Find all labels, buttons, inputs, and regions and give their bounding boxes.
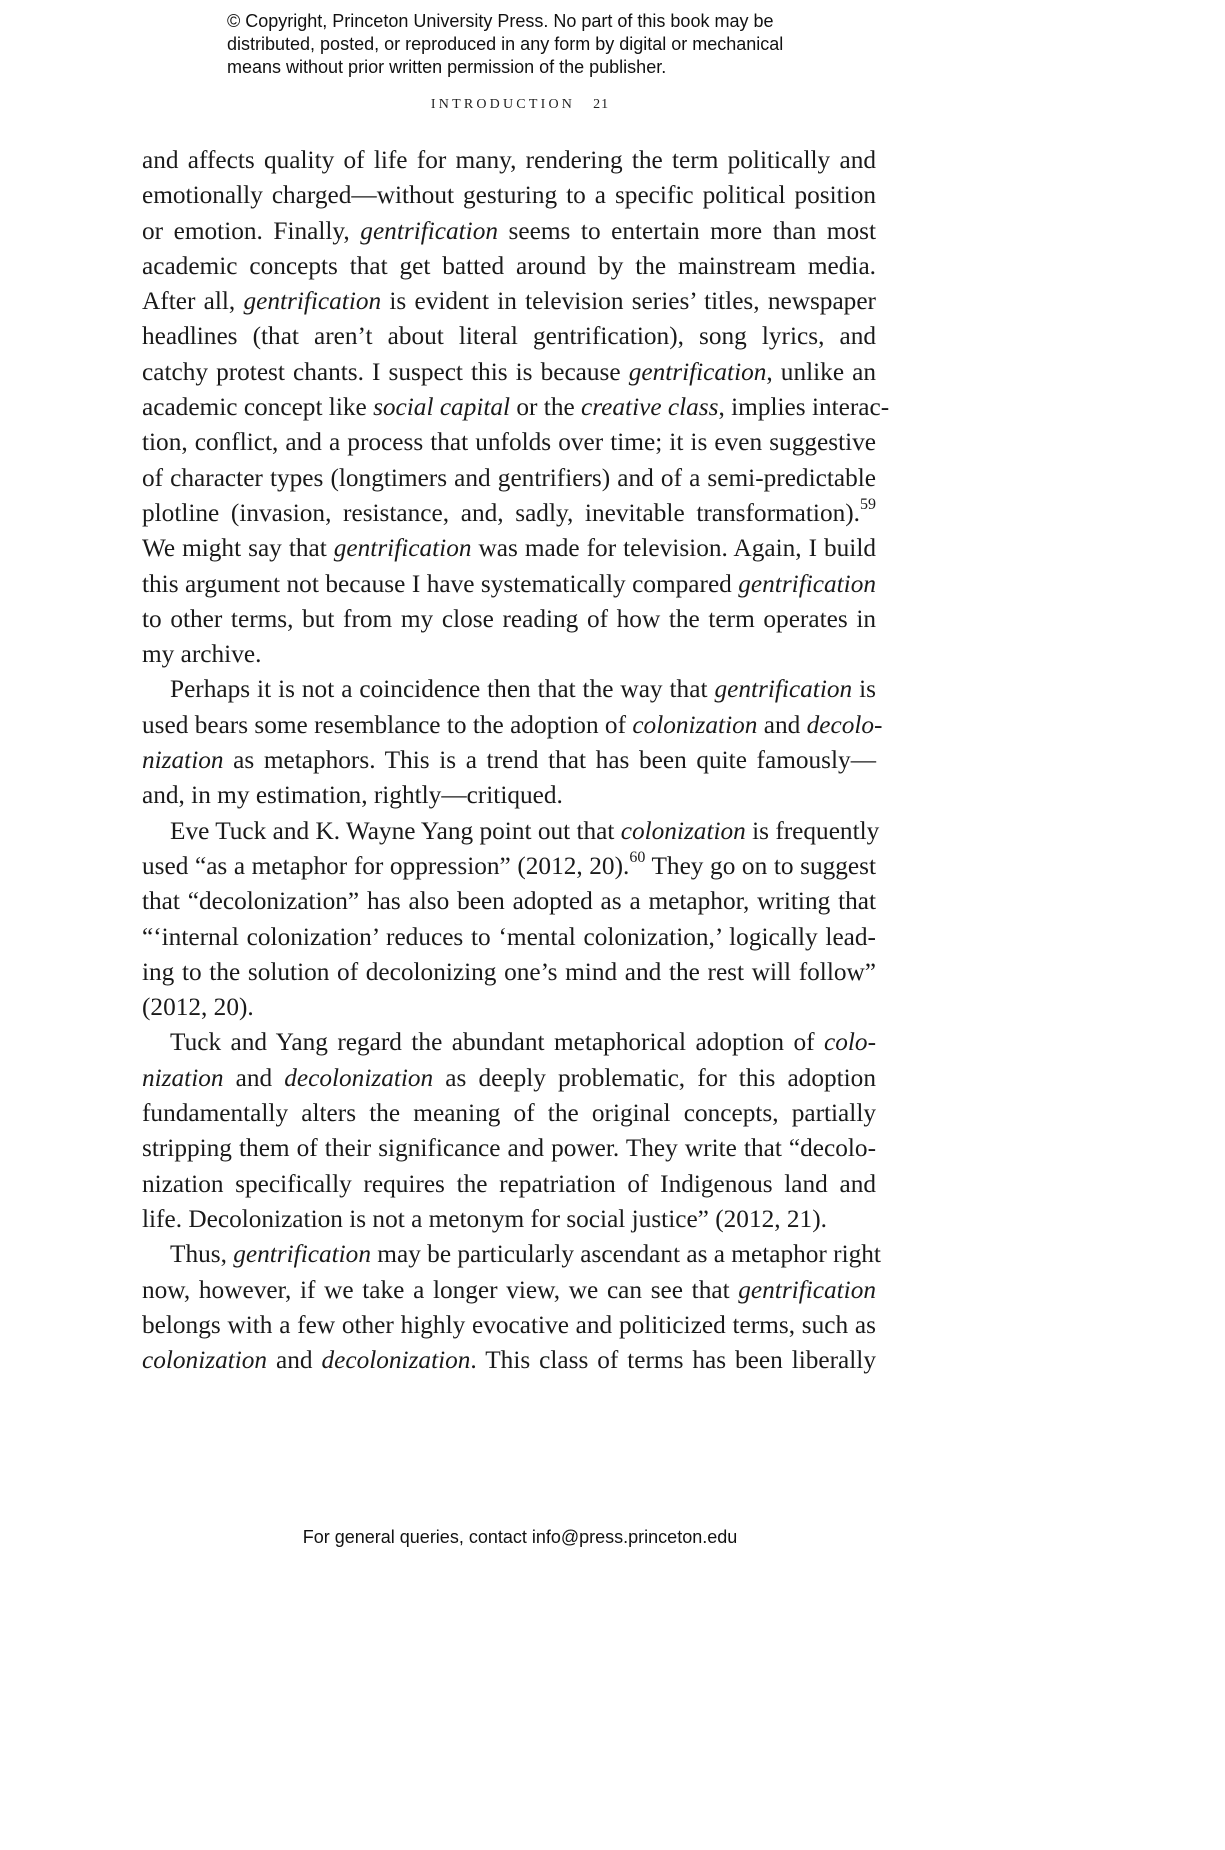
- italic-term: gentrification: [360, 216, 499, 245]
- italic-term: nization: [142, 1063, 224, 1092]
- text-line: [142, 567, 876, 602]
- text-line: [142, 1237, 881, 1272]
- text-line: [142, 1308, 876, 1343]
- italic-term: colonization: [142, 1346, 268, 1375]
- italic-term: decolonization: [284, 1063, 434, 1092]
- text-run: emotionally charged—without gesturing to a specific political position: [142, 181, 876, 210]
- running-head-section: INTRODUCTION: [430, 97, 576, 112]
- text-run: fundamentally alters the meaning of the original concepts, partially: [142, 1099, 876, 1128]
- text-run: as metaphors. This is a trend that has been quite famously—: [223, 746, 876, 775]
- text-line: [142, 955, 876, 990]
- copyright-line: means without prior written permission of the publisher.: [227, 57, 667, 77]
- text-line: [142, 1273, 876, 1308]
- text-line: [142, 1131, 876, 1166]
- italic-term: gentrification: [714, 675, 853, 704]
- text-run: ing to the solution of decolonizing one’s mind and the rest will follow”: [142, 957, 876, 986]
- text-run: of character types (longtimers and gentrifiers) and of a semi-predictable: [142, 463, 876, 492]
- text-run: , unlike an: [766, 357, 876, 386]
- text-run: tion, conflict, and a process that unfolds over time; it is even suggestive: [142, 428, 876, 457]
- copyright-line: © Copyright, Princeton University Press. No part of this book may be: [227, 11, 774, 31]
- italic-term: nization: [142, 746, 224, 775]
- text-line: [142, 672, 876, 707]
- text-run: After all,: [142, 287, 244, 316]
- text-run: Perhaps it is not a coincidence then that the way that: [170, 675, 715, 704]
- running-head: [0, 97, 1040, 113]
- text-line: [142, 319, 876, 354]
- copyright-line: distributed, posted, or reproduced in any form by digital or mechanical: [227, 34, 784, 54]
- text-run: and: [223, 1063, 285, 1092]
- body-text: [142, 143, 890, 1378]
- text-line: [142, 1025, 876, 1060]
- text-run: and: [267, 1346, 322, 1375]
- text-run: used bears some resemblance to the adoption of: [142, 710, 633, 739]
- text-run: now, however, if we take a longer view, we can see that: [142, 1275, 739, 1304]
- text-line: [142, 602, 876, 637]
- italic-term: gentrification: [738, 1275, 876, 1304]
- text-line: [142, 390, 890, 425]
- text-run: , implies interac-: [718, 393, 890, 422]
- text-line: [142, 743, 876, 778]
- text-run: this argument not because I have systematically compared: [142, 569, 739, 598]
- text-run: We might say that: [142, 534, 334, 563]
- text-line: [142, 284, 876, 319]
- text-run: Thus,: [170, 1240, 234, 1269]
- italic-term: gentrification: [233, 1240, 371, 1269]
- text-line: [142, 814, 880, 849]
- italic-term: gentrification: [628, 357, 767, 386]
- text-run: (2012, 20).: [142, 993, 254, 1022]
- text-run: They go on to suggest: [645, 851, 876, 880]
- italic-term: decolo-: [806, 710, 883, 739]
- text-line: [142, 637, 876, 672]
- text-run: catchy protest chants. I suspect this is because: [142, 357, 629, 386]
- text-line: [142, 531, 876, 566]
- text-run: academic concepts that get batted around by the mainstream media.: [142, 251, 876, 280]
- text-run: seems to entertain more than most: [498, 216, 876, 245]
- text-run: to other terms, but from my close reading of how the term operates in: [142, 604, 876, 633]
- text-line: [142, 249, 876, 284]
- text-run: and: [757, 710, 807, 739]
- italic-term: gentrification: [738, 569, 876, 598]
- text-line: [142, 708, 883, 743]
- text-run: is: [852, 675, 876, 704]
- text-run: may be particularly ascendant as a metaphor right: [370, 1240, 881, 1269]
- text-run: belongs with a few other highly evocative and politicized terms, such as: [142, 1310, 876, 1339]
- text-run: and affects quality of life for many, rendering the term politically and: [142, 146, 876, 174]
- text-line: [142, 884, 876, 919]
- text-line: [142, 1202, 876, 1237]
- copyright-notice: [227, 10, 867, 79]
- text-run: Tuck and Yang regard the abundant metaphorical adoption of: [170, 1028, 825, 1057]
- italic-term: colonization: [620, 816, 746, 845]
- text-line: [142, 778, 876, 813]
- text-run: or emotion. Finally,: [142, 216, 361, 245]
- text-run: is evident in television series’ titles, newspaper: [381, 287, 876, 316]
- text-run: headlines (that aren’t about literal gentrification), song lyrics, and: [142, 322, 876, 351]
- text-run: life. Decolonization is not a metonym for social justice” (2012, 21).: [142, 1204, 827, 1233]
- text-line: [142, 990, 876, 1025]
- text-run: plotline (invasion, resistance, and, sadly, inevitable transformation).: [142, 498, 860, 527]
- text-run: my archive.: [142, 640, 262, 669]
- text-run: “‘internal colonization’ reduces to ‘mental colonization,’ logically lead-: [142, 922, 876, 951]
- text-run: . This class of terms has been liberally: [470, 1346, 876, 1375]
- text-line: [142, 355, 876, 390]
- italic-term: colonization: [632, 710, 758, 739]
- text-run: or the: [510, 393, 582, 422]
- footnote-marker: 59: [860, 495, 876, 513]
- text-run: nization specifically requires the repatriation of Indigenous land and: [142, 1169, 876, 1198]
- text-line: [142, 920, 876, 955]
- italic-term: gentrification: [243, 287, 382, 316]
- text-line: [142, 178, 876, 213]
- italic-term: gentrification: [333, 534, 472, 563]
- text-line: [142, 496, 876, 531]
- text-run: is frequently: [745, 816, 880, 845]
- text-run: was made for television. Again, I build: [471, 534, 877, 563]
- text-line: [142, 1061, 876, 1096]
- text-run: used “as a metaphor for oppression” (2012, 20).: [142, 851, 630, 880]
- text-line: [142, 1096, 876, 1131]
- text-run: as deeply problematic, for this adoption: [433, 1063, 876, 1092]
- text-line: [142, 1343, 876, 1378]
- footnote-marker: 60: [629, 848, 646, 866]
- text-run: that “decolonization” has also been adopted as a metaphor, writing that: [142, 887, 876, 916]
- italic-term: colo-: [824, 1028, 876, 1057]
- text-line: [142, 461, 876, 496]
- text-run: Eve Tuck and K. Wayne Yang point out that: [170, 816, 621, 845]
- text-line: [142, 849, 876, 884]
- italic-term: social capital: [373, 393, 511, 422]
- text-line: [142, 1167, 876, 1202]
- text-line: [142, 143, 876, 178]
- text-run: stripping them of their significance and power. They write that “decolo-: [142, 1134, 876, 1163]
- text-run: and, in my estimation, rightly—critiqued.: [142, 781, 563, 810]
- italic-term: creative class: [581, 393, 719, 422]
- italic-term: decolonization: [321, 1346, 471, 1375]
- text-line: [142, 425, 876, 460]
- text-line: [142, 214, 876, 249]
- page-number: 21: [593, 97, 610, 112]
- footer-contact: For general queries, contact info@press.princeton.edu: [302, 1527, 738, 1547]
- text-run: academic concept like: [142, 393, 374, 422]
